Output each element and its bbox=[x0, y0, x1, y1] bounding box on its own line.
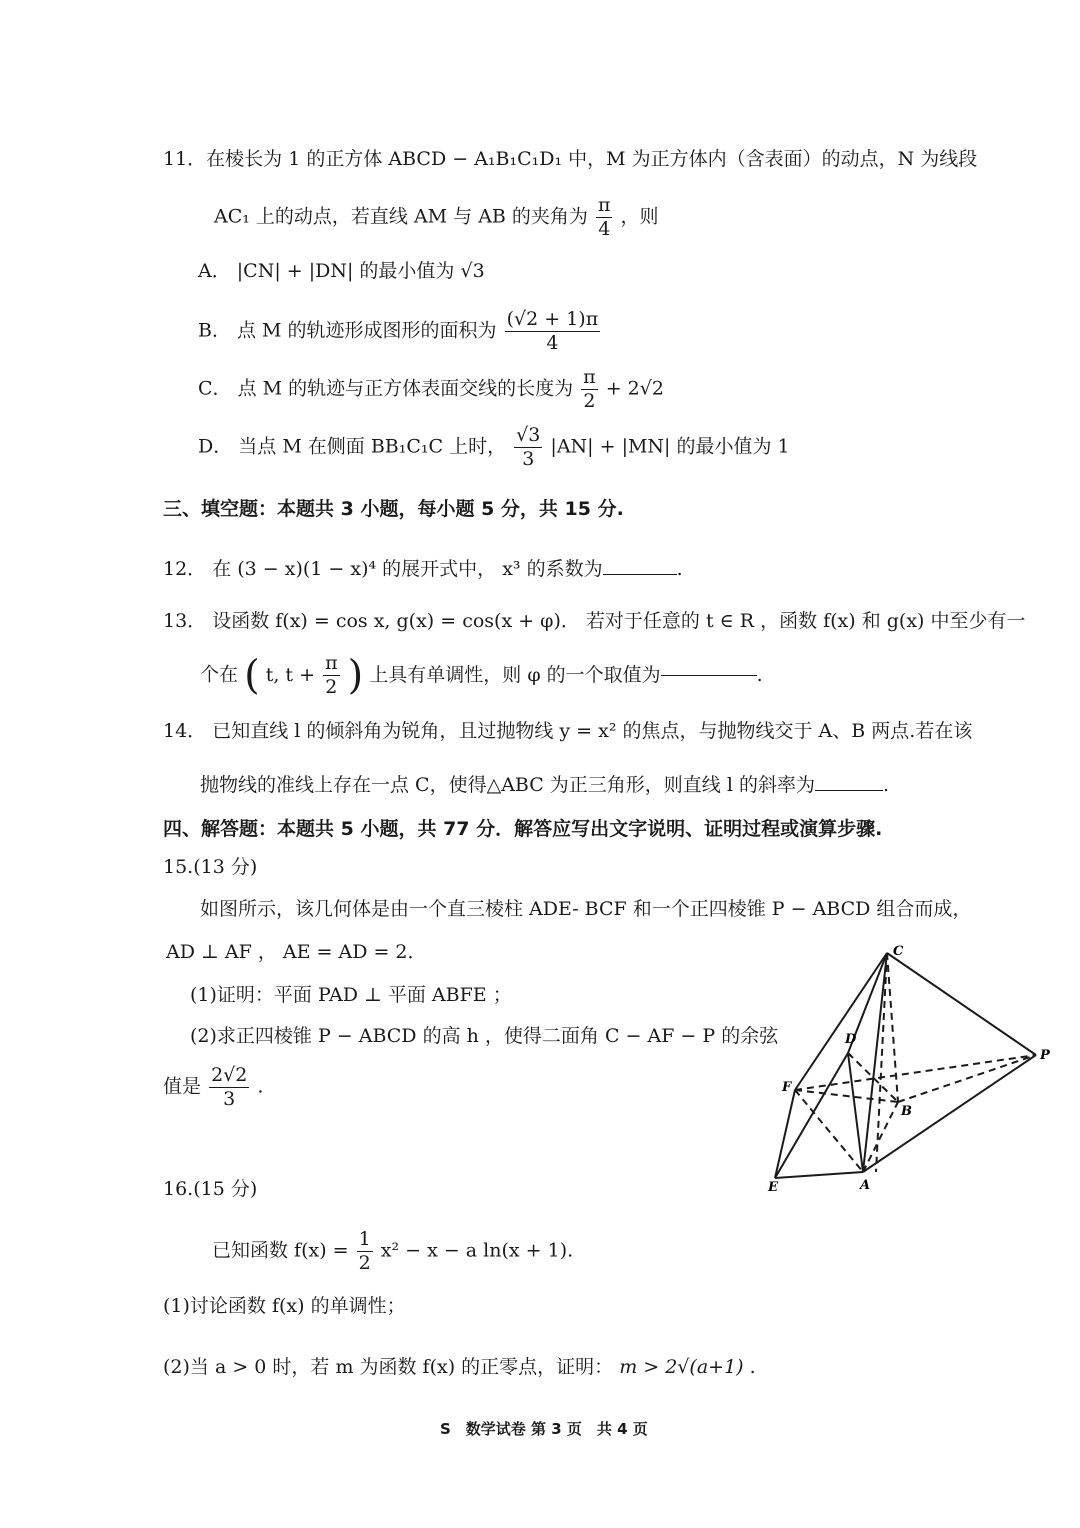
edge-CB bbox=[887, 953, 898, 1102]
page-footer: S 数学试卷 第 3 页 共 4 页 bbox=[440, 1420, 648, 1438]
q15-part2-cont: 值是 $\frac{2√2}{3}$ . bbox=[163, 1064, 264, 1110]
q16-part1: (1)讨论函数 f(x) 的单调性； bbox=[163, 1295, 406, 1317]
label-P: P bbox=[1040, 1048, 1050, 1063]
edge-C-inner bbox=[876, 953, 887, 1172]
q14-answer-blank[interactable] bbox=[815, 790, 883, 791]
q15-line2: AD ⊥ AF ， AE = AD = 2． bbox=[166, 941, 427, 963]
q13-line1: 13． 设函数 f(x) = cos x, g(x) = cos(x + φ)． 若对于任意的 t ∈ R ，函数 f(x) 和 g(x) 中至少有一 bbox=[163, 610, 1026, 632]
edge-FE bbox=[775, 1090, 795, 1178]
label-B: B bbox=[901, 1104, 912, 1119]
q12-answer-blank[interactable] bbox=[603, 574, 677, 575]
edge-CP bbox=[887, 953, 1036, 1055]
label-A: A bbox=[860, 1178, 871, 1193]
q11-fraction: $\frac{\pi}{4}$ bbox=[597, 194, 611, 240]
label-C: C bbox=[893, 944, 904, 959]
q15-heading: 15.(13 分) bbox=[163, 856, 258, 878]
q11-option-d: D． 当点 M 在侧面 BB₁C₁C 上时， $\frac{√3}{3}$ |AN| + |MN| 的最小值为 1 bbox=[198, 424, 790, 470]
edge-EA bbox=[775, 1172, 863, 1178]
q13-line2: 个在 ( t, t + $\frac{\pi}{2}$ ) 上具有单调性，则 φ 的一个取值为 . bbox=[200, 652, 763, 699]
q11-option-c: C． 点 M 的轨迹与正方体表面交线的长度为 $\frac{\pi}{2}$ + 2√2 bbox=[198, 366, 664, 412]
q15-line1: 如图所示，该几何体是由一个直三棱柱 ADE- BCF 和一个正四棱锥 P − ABCD 组合而成， bbox=[200, 898, 972, 920]
label-D: D bbox=[845, 1032, 857, 1047]
q14-line2: 抛物线的准线上存在一点 C，使得△ABC 为正三角形，则直线 l 的斜率为 . bbox=[200, 774, 890, 796]
q11-option-a: A． |CN| + |DN| 的最小值为 √3 bbox=[198, 260, 485, 282]
q16-part2: (2)当 a > 0 时，若 m 为函数 f(x) 的正零点，证明： m > 2√(a+1) . bbox=[163, 1356, 756, 1378]
edge-FA bbox=[795, 1090, 863, 1172]
edge-DA bbox=[848, 1053, 863, 1172]
q11-option-b: B． 点 M 的轨迹形成图形的面积为 $\frac{(√2 + 1)\pi}{4}$ bbox=[198, 308, 599, 354]
edge-FP bbox=[795, 1055, 1036, 1090]
edge-BP bbox=[898, 1055, 1036, 1102]
q11-line1: 11．在棱长为 1 的正方体 ABCD − A₁B₁C₁D₁ 中，M 为正方体内（含表面）的动点，N 为线段 bbox=[163, 148, 978, 170]
label-E: E bbox=[768, 1180, 778, 1195]
q14-line1: 14． 已知直线 l 的倾斜角为锐角，且过抛物线 y = x² 的焦点，与抛物线交于 A、B 两点.若在该 bbox=[163, 720, 973, 742]
edge-ED bbox=[775, 1053, 848, 1178]
q15-part1: (1)证明：平面 PAD ⊥ 平面 ABFE ； bbox=[190, 984, 512, 1006]
geometry-figure bbox=[760, 935, 1060, 1195]
q16-line1: 已知函数 f(x) = $\frac{1}{2}$ x² − x − a ln(x + 1). bbox=[212, 1228, 574, 1274]
q16-heading: 16.(15 分) bbox=[163, 1178, 258, 1200]
section-3-heading: 三、填空题：本题共 3 小题，每小题 5 分，共 15 分. bbox=[163, 498, 624, 520]
label-F: F bbox=[782, 1080, 792, 1095]
edge-AB bbox=[863, 1102, 898, 1172]
q13-answer-blank[interactable] bbox=[661, 675, 757, 676]
edge-FB bbox=[795, 1090, 898, 1102]
edge-AP bbox=[863, 1055, 1036, 1172]
q15-part2: (2)求正四棱锥 P − ABCD 的高 h ，使得二面角 C − AF − P 的余弦 bbox=[190, 1025, 779, 1047]
edge-CF bbox=[795, 953, 887, 1090]
q12: 12． 在 (3 − x)(1 − x)⁴ 的展开式中， x³ 的系数为 . bbox=[163, 558, 683, 580]
q11-line2: AC₁ 上的动点，若直线 AM 与 AB 的夹角为 $\frac{\pi}{4}$ ，则 bbox=[214, 194, 659, 240]
section-4-heading: 四、解答题：本题共 5 小题，共 77 分．解答应写出文字说明、证明过程或演算步骤. bbox=[163, 818, 883, 840]
